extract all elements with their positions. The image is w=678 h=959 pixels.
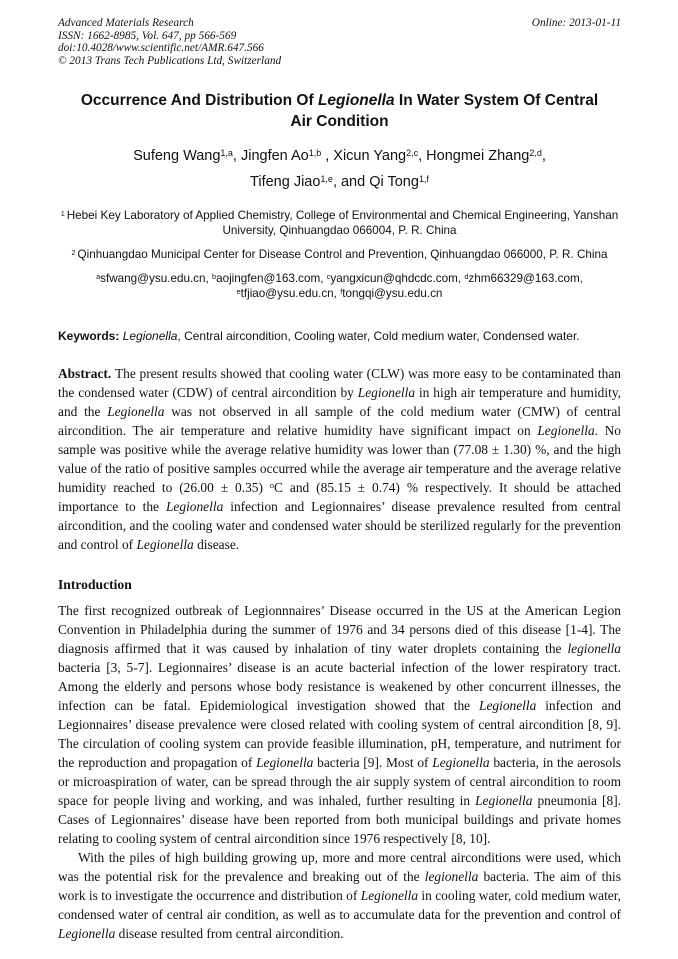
authors-block — [58, 143, 621, 195]
intro-paragraph-2: With the piles of high building growing up, more and more central airconditions were used, which was the potential risk for the prevalence and breaking out of the legionella bacteria. The aim of this work is to investigate the occurrence and distribution of Legionella in cooling water, cold medium water, condensed water of central air condition, as well as to accumulate data for the prevention and control of Legionella disease resulted from central aircondition. — [58, 850, 622, 942]
online-date: Online: 2013-01-11 — [531, 17, 621, 29]
issn-line: ISSN: 1662-8985, Vol. 647, pp 566-569 — [58, 29, 237, 42]
authors-line-1: Sufeng Wang$^{1,a}$, Jingfen Ao$^{1,b}$ , Xicun Yang$^{2,c}$, Hongmei Zhang$^{2,d}$, — [133, 147, 546, 165]
paper-title: Occurrence And Distribution Of Legionella In Water System Of Central Air Condition — [80, 92, 599, 131]
section-heading-introduction: Introduction — [58, 577, 132, 593]
journal-info — [58, 17, 281, 67]
abstract-paragraph: Abstract. The present results showed that cooling water (CLW) was more easy to be contaminated than the condensed water (CDW) of central aircondition by Legionella in high air temperature and humidity, and the Legionella was not observed in all sample of the cold medium water (CMW) of central aircondition. The air temperature and relative humidity have significant impact on Legionella. No sample was positive while the average relative humidity was lower than (77.08 ± 1.30) %, and the high value of the ratio of positive samples occurred while the average air temperature and the average relative humidity reached to (26.00 ± 0.35) $^o$C and (85.15 ± 0.74) % respectively. It should be attached importance to the Legionella infection and Legionnaires’ disease prevalence resulted from central aircondition, and the cooling water and condensed water should be sterilized regularly for the prevention and control of Legionella disease. — [58, 366, 622, 553]
page-header — [58, 17, 621, 67]
affiliation-1: $^1$ Hebei Key Laboratory of Applied Chemistry, College of Environmental and Chemical Engineering, Yanshan University, Qinhuangdao 066004, P. R. China — [60, 208, 619, 238]
intro-paragraph-1: The first recognized outbreak of Legionnnaires’ Disease occurred in the US at the American Legion Convention in Philadelphia during the summer of 1976 and 34 persons died of this disease [1-4]. The diagnosis affirmed that it was caused by inhalation of tiny water droplets containing the legionella bacteria [3, 5-7]. Legionnaires’ disease is an acute bacterial infection of the lower respiratory tract. Among the elderly and persons whose body resistance is weakened by other concurrent illnesses, the infection can be fatal. Epidemiological investigation showed that the Legionella infection and Legionnaires’ disease prevalence were closed related with cooling system of central aircondition [8, 9]. The circulation of cooling system can provide feasible illumination, pH, temperature, and nutriment for the reproduction and propagation of Legionella bacteria [9]. Most of Legionella bacteria, in the aerosols or microaspiration of water, can be spread through the air supply system of central aircondition to room space for people living and working, and was inhaled, further resulting in Legionella pneumonia [8]. Cases of Legionnaires’ disease have been reported from both municipal buildings and private homes relating to cooling system of central aircondition since 1976 respectively [8, 10]. — [58, 603, 622, 847]
journal-name: Advanced Materials Research — [58, 17, 194, 29]
copyright-line: © 2013 Trans Tech Publications Ltd, Switzerland — [58, 54, 282, 67]
author-emails: $^a$sfwang@ysu.edu.cn, $^b$aojingfen@163.com, $^c$yangxicun@qhdcdc.com, $^d$zhm66329@163.com, $^e$tfjiao@ysu.edu.cn, $^f$tongqi@ysu.edu.cn — [96, 271, 583, 301]
affiliation-2: $^2$ Qinhuangdao Municipal Center for Disease Control and Prevention, Qinhuangdao 066000, P. R. China — [71, 247, 608, 262]
authors-line-2: Tifeng Jiao$^{1,e}$, and Qi Tong$^{1,f}$ — [250, 173, 429, 191]
doi-line: doi:10.4028/www.scientific.net/AMR.647.566 — [58, 42, 264, 55]
keywords-line: Keywords: Legionella, Central aircondition, Cooling water, Cold medium water, Condensed water. — [58, 329, 580, 344]
